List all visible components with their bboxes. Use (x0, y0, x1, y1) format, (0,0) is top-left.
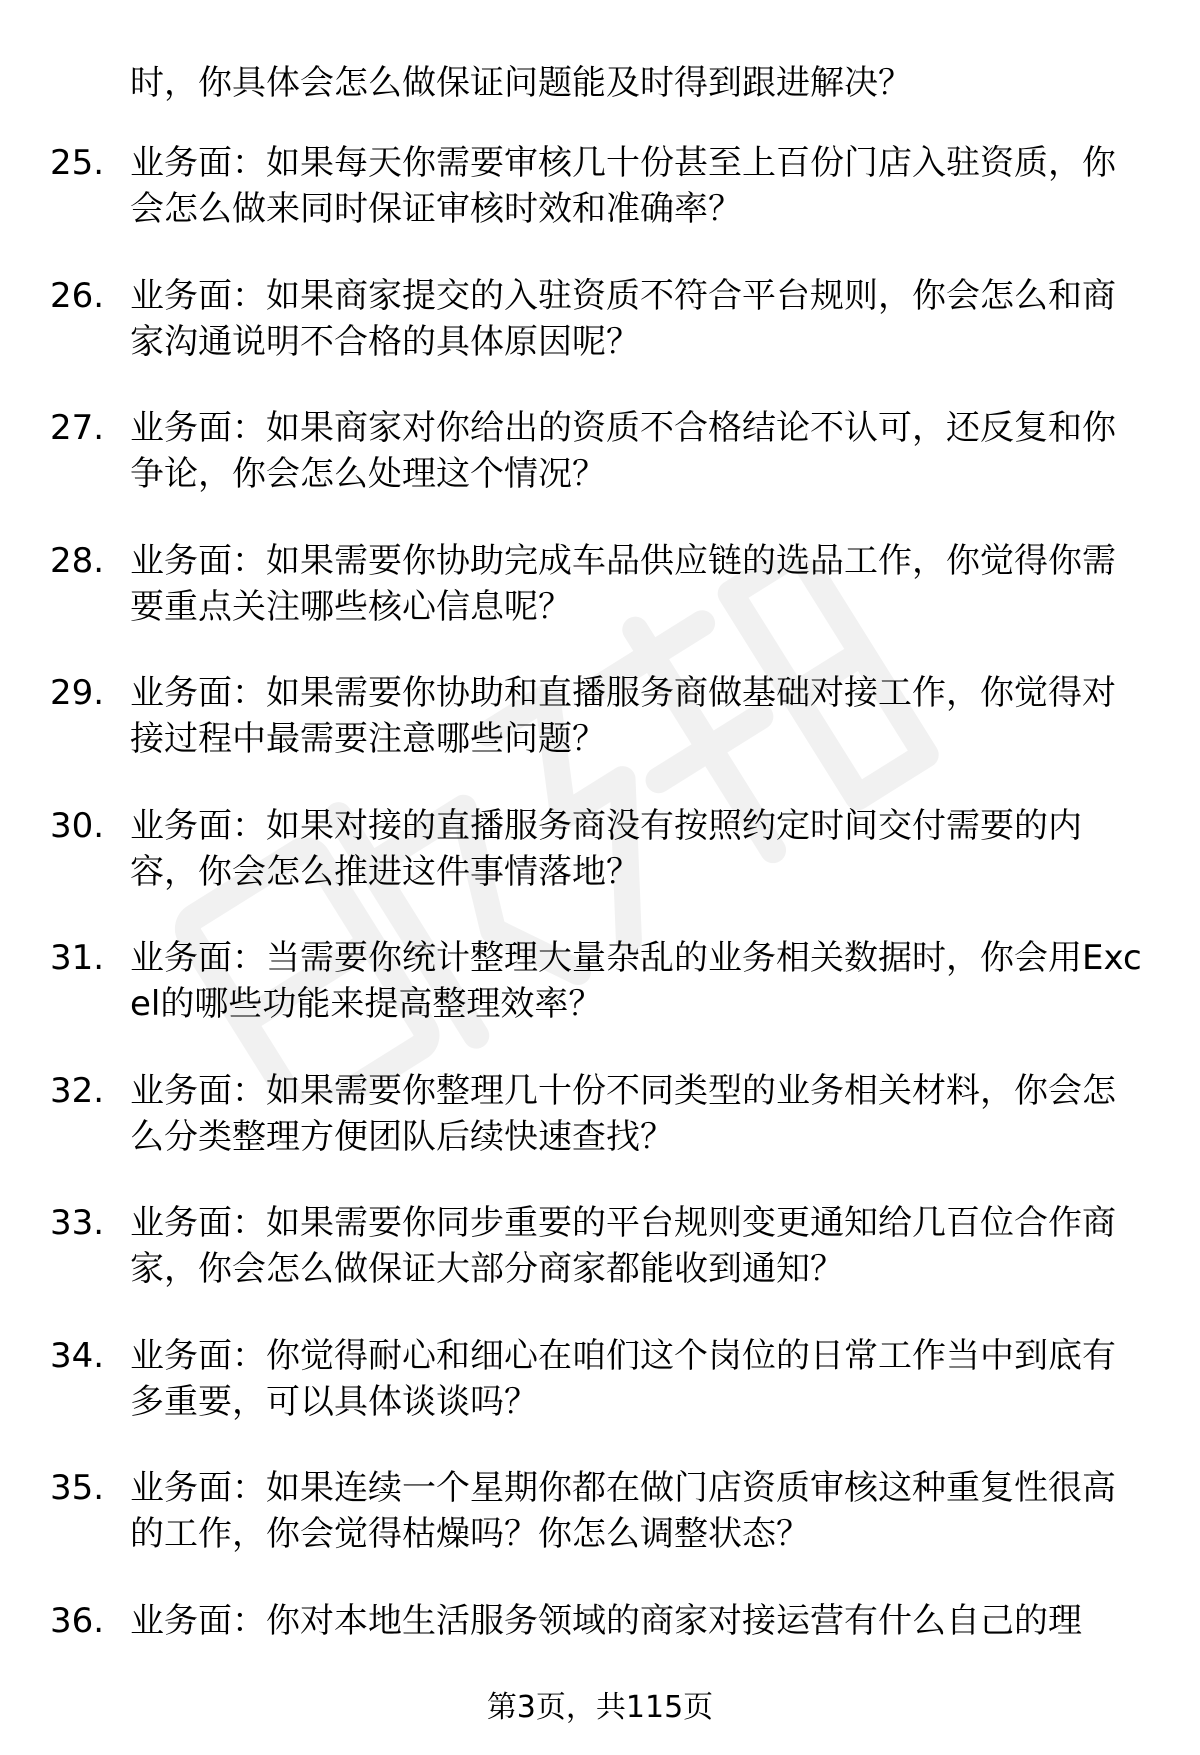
question-text: 业务面：如果商家对你给出的资质不合格结论不认可，还反复和你争论，你会怎么处理这个情况？ (130, 408, 1116, 494)
question-text: 业务面：如果商家提交的入驻资质不符合平台规则，你会怎么和商家沟通说明不合格的具体原因呢？ (130, 275, 1116, 362)
question-text: 业务面：如果每天你需要审核几十份甚至上百份门店入驻资质，你会怎么做来同时保证审核时效和准确率？ (130, 143, 1116, 229)
continued-question-text: 时，你具体会怎么做保证问题能及时得到跟进解决？ (130, 63, 912, 103)
question-number: 36. (50, 1600, 105, 1641)
question-number: 29. (50, 673, 105, 713)
question-number: 26. (50, 275, 105, 316)
list-item (0, 1465, 1200, 1598)
question-number: 35. (50, 1468, 105, 1508)
question-number: 34. (50, 1335, 105, 1376)
question-text: 业务面：如果需要你同步重要的平台规则变更通知给几百位合作商家，你会怎么做保证大部分商家都能收到通知？ (130, 1203, 1116, 1289)
question-number: 25. (50, 143, 105, 183)
question-number: 28. (50, 540, 105, 581)
question-list (0, 140, 1200, 1730)
list-item (0, 1333, 1200, 1466)
question-text: 业务面：你觉得耐心和细心在咱们这个岗位的日常工作当中到底有多重要，可以具体谈谈吗？ (130, 1335, 1116, 1422)
list-item (0, 273, 1200, 406)
list-item (0, 670, 1200, 803)
question-text: 业务面：当需要你统计整理大量杂乱的业务相关数据时，你会用Excel的哪些功能来提高整理效率？ (130, 938, 1142, 1024)
question-text: 业务面：如果连续一个星期你都在做门店资质审核这种重复性很高的工作，你会觉得枯燥吗？你怎么调整状态？ (130, 1468, 1116, 1554)
question-text: 业务面：如果需要你整理几十份不同类型的业务相关材料，你会怎么分类整理方便团队后续快速查找？ (130, 1070, 1116, 1157)
list-item (0, 538, 1200, 671)
list-item (0, 935, 1200, 1068)
list-item (0, 1068, 1200, 1201)
question-text: 业务面：你对本地生活服务领域的商家对接运营有什么自己的理 (130, 1600, 1082, 1641)
list-item (0, 803, 1200, 936)
question-number: 33. (50, 1203, 105, 1243)
list-item (0, 140, 1200, 273)
question-text: 业务面：如果对接的直播服务商没有按照约定时间交付需要的内容，你会怎么推进这件事情落地？ (130, 805, 1082, 892)
question-text: 业务面：如果需要你协助完成车品供应链的选品工作，你觉得你需要重点关注哪些核心信息呢？ (130, 540, 1116, 627)
question-number: 27. (50, 408, 105, 448)
list-item (0, 405, 1200, 538)
question-text: 业务面：如果需要你协助和直播服务商做基础对接工作，你觉得对接过程中最需要注意哪些问题？ (130, 673, 1116, 759)
page-footer: 第3页，共115页 (486, 1690, 714, 1725)
question-number: 30. (50, 805, 105, 846)
question-number: 32. (50, 1070, 105, 1111)
list-item (0, 1200, 1200, 1333)
question-number: 31. (50, 938, 105, 978)
